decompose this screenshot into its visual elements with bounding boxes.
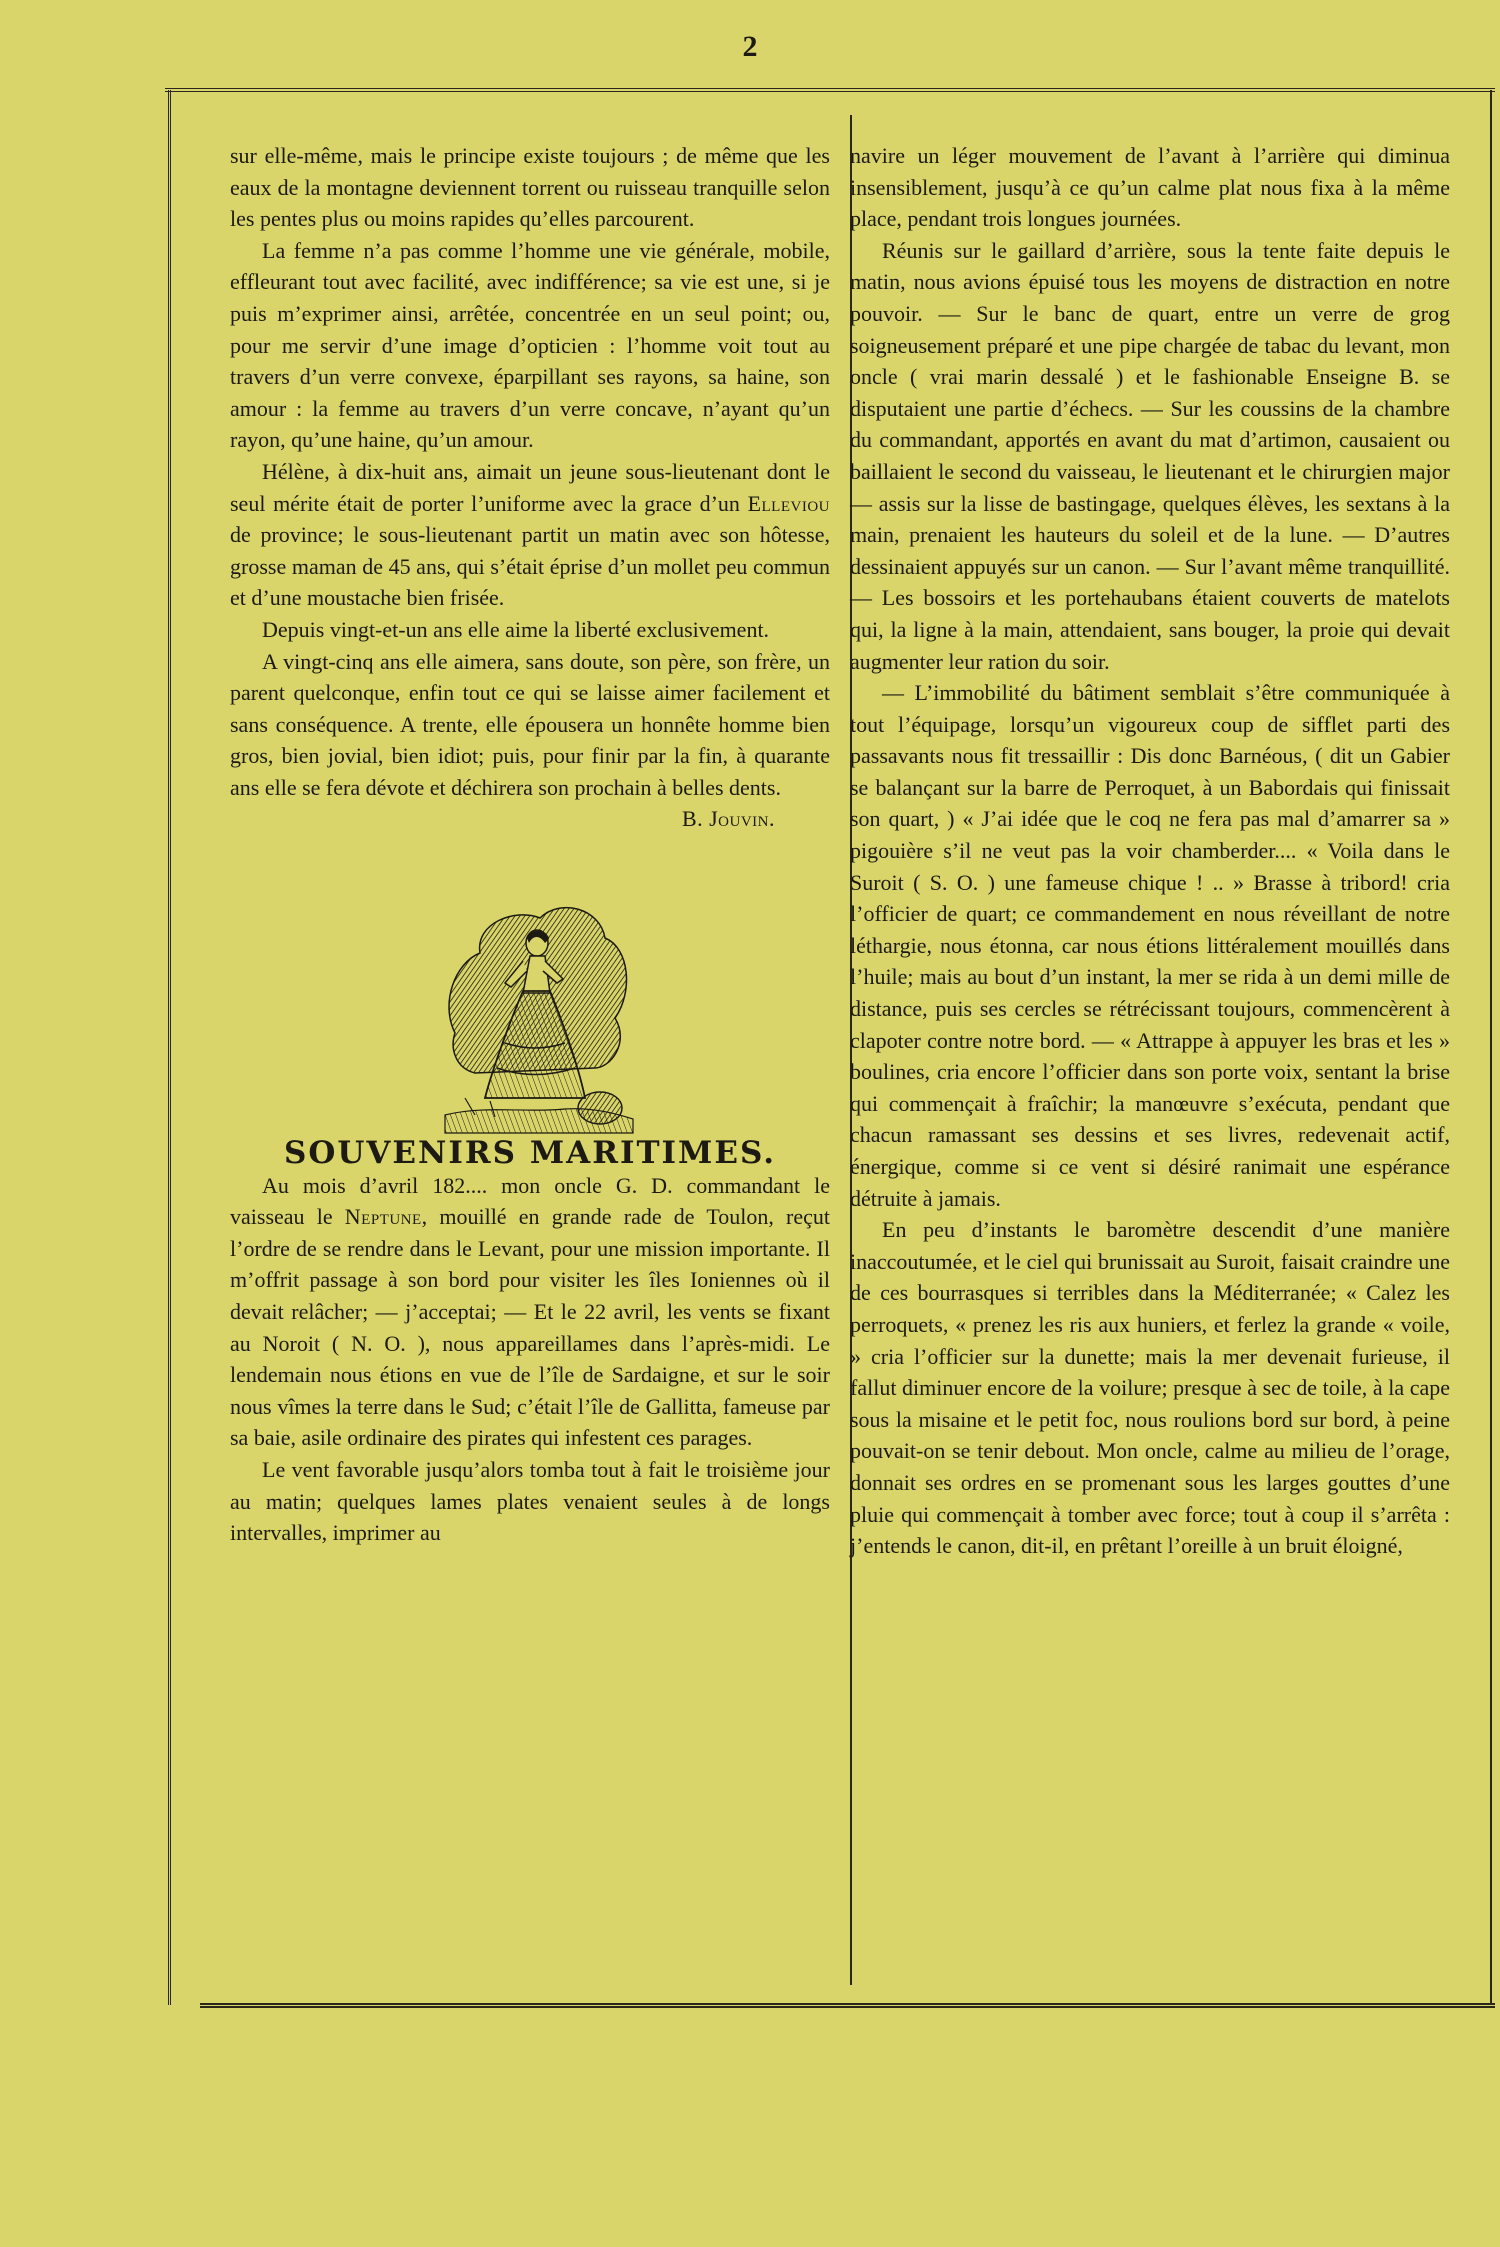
frame-rule-right xyxy=(1490,90,1492,2005)
right-column xyxy=(850,140,1450,1562)
page-number: 2 xyxy=(742,30,758,63)
ship-name: Neptune xyxy=(344,1204,422,1230)
frame-rule-left xyxy=(168,90,171,2005)
name-elleviou: Elleviou xyxy=(747,490,830,516)
paragraph: Réunis sur le gaillard d’arrière, sous la tente faite depuis le matin, nous avions épuisé tous les moyens de distraction en notre pouvoir. — Sur le banc de quart, entre un verre de grog soigneusement préparé et une pipe chargée de tabac du levant, mon oncle ( vrai marin dessalé ) et le fashionable Enseigne B. se disputaient une partie d’échecs. — Sur les coussins de la chambre du commandant, apportés en avant du mat d’artimon, causaient ou baillaient le second du vaisseau, le lieutenant et le chirurgien major — assis sur la lisse de bastingage, quelques élèves, les sextans à la main, prenaient les hauteurs du soleil et de la lune. — D’autres dessinaient appuyés sur un canon. — Sur l’avant même tranquillité. — Les bossoirs et les portehaubans étaient couverts de matelots qui, la ligne à la main, attendaient, sans bouger, la proie qui devait augmenter leur ration du soir. xyxy=(850,237,1450,674)
paragraph: La femme n’a pas comme l’homme une vie générale, mobile, effleurant tout avec facilité, avec indifférence; sa vie est une, si je puis m’exprimer ainsi, arrêtée, concentrée en un seul point; ou, pour me servir d’une image d’opticien : l’homme voit tout au travers d’un verre convexe, éparpillant ses rayons, sa haine, son amour : la femme au travers d’un verre concave, n’ayant qu’un rayon, qu’une haine, qu’un amour. xyxy=(230,237,830,453)
paragraph: En peu d’instants le baromètre descendit d’une manière inaccoutumée, et le ciel qui brunissait au Suroit, faisait craindre une de ces bourrasques si terribles dans la Méditerranée; « Calez les perroquets, « prenez les ris aux huniers, et ferlez la grande « voile, » cria l’officier sur la dunette; mais la mer devenait furieuse, il fallut diminuer encore de la voilure; presque à sec de toile, à la cape sous la misaine et le petit foc, nous roulions bord sur bord, à peine pouvait-on se tenir debout. Mon oncle, calme au milieu de l’orage, donnait ses ordres en se promenant sous les larges gouttes d’une pluie qui commençait à tomber avec force; tout à coup il s’arrêta : j’entends le canon, dit-il, en prêtant l’oreille à un bruit éloigné, xyxy=(850,1217,1450,1559)
frame-rule-bottom xyxy=(200,2003,1495,2008)
text-run: Hélène, à dix-huit ans, aimait un jeune sous-lieutenant dont le seul mérite était de porter l’uniforme avec la grace d’un xyxy=(230,458,830,516)
paragraph: Le vent favorable jusqu’alors tomba tout à fait le troisième jour au matin; quelques lames plates venaient seules à de longs intervalles, imprimer au xyxy=(230,1457,830,1546)
engraving-woman-in-landscape xyxy=(435,883,635,1138)
paragraph: Depuis vingt-et-un ans elle aime la liberté exclusivement. xyxy=(262,616,770,642)
paragraph: sur elle-même, mais le principe existe toujours ; de même que les eaux de la montagne deviennent torrent ou ruisseau tranquille selon les pentes plus ou moins rapides qu’elles parcourent. xyxy=(230,143,830,232)
text-run: Au mois d’avril 182.... mon oncle G. D. commandant le vaisseau le xyxy=(230,1172,830,1230)
paragraph-helene xyxy=(230,456,830,614)
text-run: de province; le sous-lieutenant partit un matin avec son hôtesse, grosse maman de 45 ans, qui s’était éprise d’un mollet peu commun et d’une moustache bien frisée. xyxy=(230,522,830,611)
section-title: SOUVENIRS MARITIMES. xyxy=(283,1135,777,1172)
author-signature: B. Jouvin. xyxy=(681,806,775,832)
paragraph-maritime-1 xyxy=(230,1170,830,1454)
engraving-illustration xyxy=(230,883,830,1138)
text-run: , mouillé en grande rade de Toulon, reçut l’ordre de se rendre dans le Levant, pour une mission importante. Il m’offrit passage à son bord pour visiter les îles Ioniennes où il devait relâcher; — j’acceptai; — Et le 22 avril, les vents se fixant au Noroit ( N. O. ), nous appareillames dans l’après-midi. Le lendemain nous étions en vue de l’île de Sardaigne, et sur le soir nous vîmes la terre dans le Sud; c’était l’île de Gallitta, fameuse par sa baie, asile ordinaire des pirates qui infestent ces parages. xyxy=(230,1204,830,1451)
paragraph: A vingt-cinq ans elle aimera, sans doute, son père, son frère, un parent quelconque, enfin tout ce qui se laisse aimer facilement et sans conséquence. A trente, elle épousera un honnête homme bien gros, bien jovial, bien idiot; puis, pour finir par la fin, à quarante ans elle se fera dévote et déchirera son prochain à belles dents. xyxy=(230,648,830,800)
frame-rule-top xyxy=(165,88,1495,92)
left-column xyxy=(230,140,830,1549)
paragraph: navire un léger mouvement de l’avant à l’arrière qui diminua insensiblement, jusqu’à ce qu’un calme plat nous fixa à la même place, pendant trois longues journées. xyxy=(850,143,1450,232)
paragraph: — L’immobilité du bâtiment semblait s’être communiquée à tout l’équipage, lorsqu’un vigoureux coup de sifflet parti des passavants nous fit tressaillir : Dis donc Barnéous, ( dit un Gabier se balançant sur la barre de Perroquet, à un Babordais qui finissait son quart, ) « J’ai idée que le coq ne fera pas mal d’amarrer sa » pigouière s’il ne veut pas la voir chamberder.... « Voila dans le Suroit ( S. O. ) une fameuse chique ! .. » Brasse à tribord! cria l’officier de quart; ce commandement en nous réveillant de notre léthargie, nous étonna, car nous étions littéralement mouillés dans l’huile; mais au bout d’un instant, la mer se rida à un demi mille de distance, puis ses cercles se rétrécissant toujours, commencèrent à clapoter contre notre bord. — « Attrappe à appuyer les bras et les » boulines, cria encore l’officier dans son porte voix, sentant la brise qui commençait à fraîchir; la manœuvre s’exécuta, pendant que chacun ramassant ses dessins et ses livres, redevenait actif, énergique, comme si ce vent si désiré ranimait une espérance détruite à jamais. xyxy=(850,680,1450,1211)
